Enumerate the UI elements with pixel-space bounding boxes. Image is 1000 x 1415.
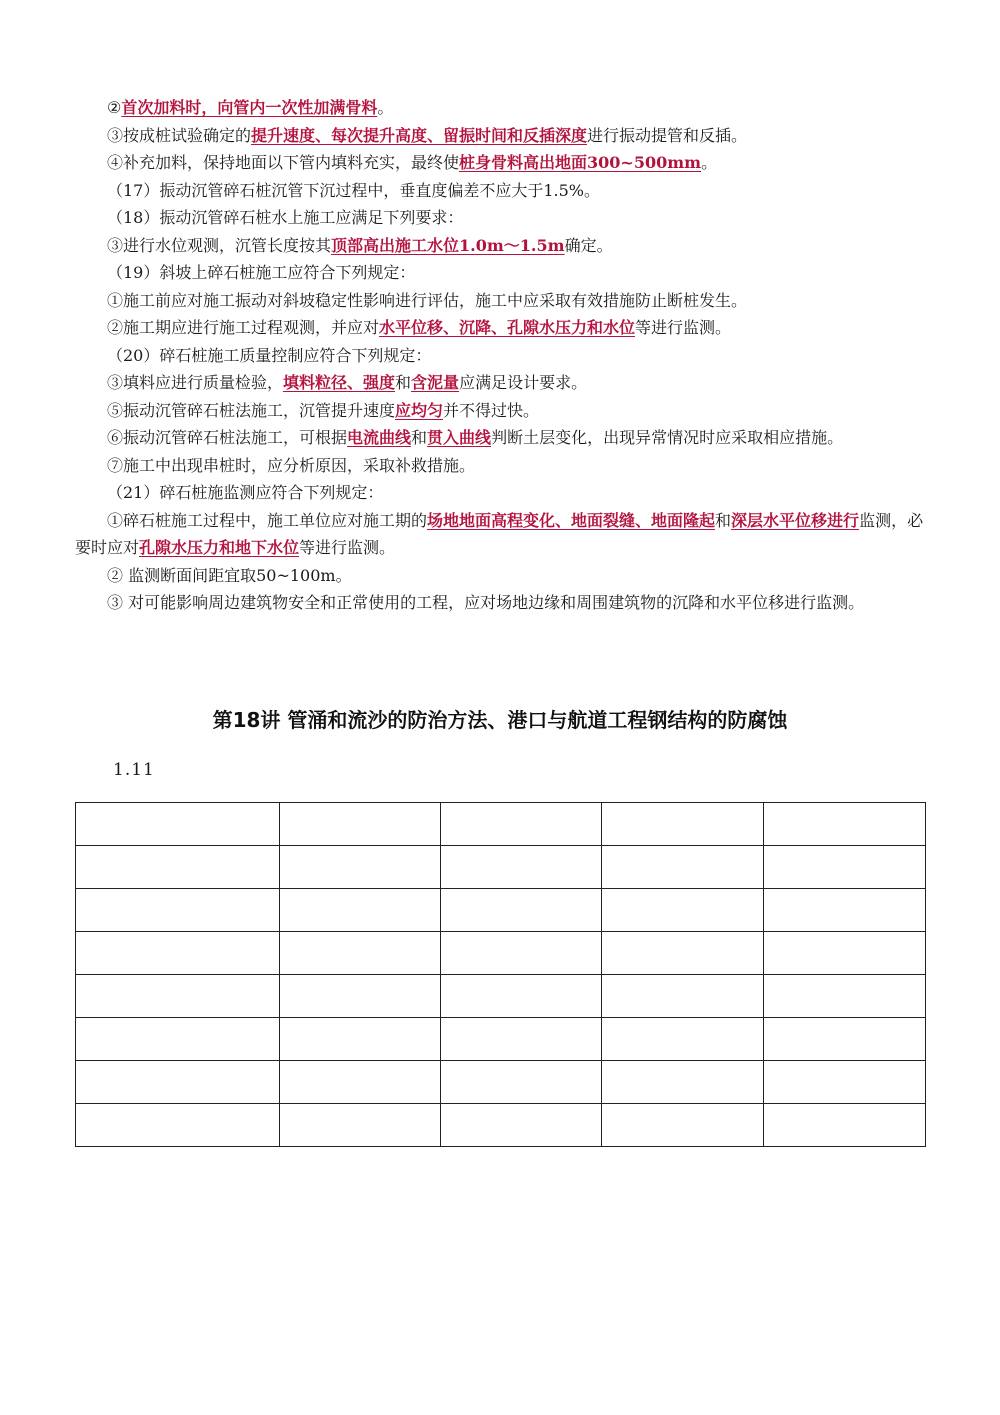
- paragraph: [75, 507, 925, 562]
- text-segment: 和: [395, 373, 412, 392]
- paragraph: [75, 479, 925, 507]
- table-cell: [76, 1104, 280, 1147]
- text-segment: ⑦施工中出现串桩时，应分析原因，采取补救措施。: [107, 455, 476, 475]
- table-cell: [602, 846, 764, 889]
- text-segment: ③ 对可能影响周边建筑物安全和正常使用的工程，应对场地边缘和周围建筑物的沉降和水平位移进行监测。: [107, 593, 865, 612]
- table-cell: [441, 975, 602, 1018]
- text-segment: 等进行监测。: [635, 318, 732, 337]
- highlighted-text: 提升速度、每次提升高度、留振时间和反插深度: [251, 125, 588, 145]
- text-segment: （21）碎石桩施监测应符合下列规定：: [107, 483, 384, 502]
- text-segment: ②施工期应进行施工过程观测，并应对: [107, 318, 380, 337]
- paragraph: [75, 424, 925, 452]
- table-cell: [76, 1018, 280, 1061]
- paragraph: [75, 94, 925, 122]
- table-row: [76, 975, 926, 1018]
- text-segment: （17）振动沉管碎石桩沉管下沉过程中，垂直度偏差不应大于1.5%。: [107, 180, 601, 200]
- table-cell: [602, 1061, 764, 1104]
- paragraph: [75, 204, 925, 232]
- table-cell: [602, 889, 764, 932]
- table-cell: [441, 1018, 602, 1061]
- text-segment: 等进行监测。: [299, 538, 396, 557]
- text-segment: ①碎石桩施工过程中，施工单位应对施工期的: [107, 510, 428, 530]
- table-cell: [280, 1061, 441, 1104]
- body-text: [75, 94, 925, 617]
- table-row: [76, 803, 926, 846]
- table-cell: [280, 1018, 441, 1061]
- text-segment: 判断土层变化，出现异常情况时应采取相应措施。: [491, 428, 844, 447]
- table-cell: [76, 975, 280, 1018]
- paragraph: [75, 562, 925, 590]
- text-segment: 和: [715, 510, 732, 530]
- highlighted-text: 贯入曲线: [427, 428, 492, 447]
- lecture-heading: 第18讲 管涌和流沙的防治方法、港口与航道工程钢结构的防腐蚀: [212, 708, 788, 732]
- table-cell: [764, 846, 926, 889]
- table-cell: [764, 975, 926, 1018]
- text-segment: 。: [377, 98, 394, 117]
- table-cell: [764, 1104, 926, 1147]
- paragraph: [75, 397, 925, 425]
- highlighted-text: 场地地面高程变化、地面裂缝、地面隆起: [427, 510, 716, 530]
- text-segment: ③按成桩试验确定的: [107, 125, 252, 145]
- highlighted-text: 深层水平位移进行: [731, 510, 860, 530]
- table-cell: [441, 889, 602, 932]
- paragraph: [75, 122, 925, 150]
- text-segment: ①施工前应对施工振动对斜坡稳定性影响进行评估，施工中应采取有效措施防止断桩发生。: [107, 290, 748, 310]
- text-segment: ④补充加料，保持地面以下管内填料充实，最终使: [107, 153, 460, 172]
- highlighted-text: 首次加料时，向管内一次性加满骨料: [121, 98, 378, 117]
- table-cell: [76, 846, 280, 889]
- table-cell: [280, 803, 441, 846]
- highlighted-text: 桩身骨料高出地面300~500mm: [459, 153, 702, 172]
- table-cell: [764, 1061, 926, 1104]
- table-cell: [764, 1018, 926, 1061]
- text-segment: ⑤振动沉管碎石桩法施工，沉管提升速度: [107, 400, 396, 420]
- table-cell: [602, 1018, 764, 1061]
- text-segment: （20）碎石桩施工质量控制应符合下列规定：: [107, 345, 432, 365]
- paragraph: [75, 287, 925, 315]
- text-segment: ⑥振动沉管碎石桩法施工，可根据: [107, 428, 348, 447]
- table-cell: [280, 1104, 441, 1147]
- table-cell: [764, 932, 926, 975]
- table-cell: [441, 1061, 602, 1104]
- table-row: [76, 1018, 926, 1061]
- text-segment: ③进行水位观测，沉管长度按其: [107, 235, 332, 255]
- table-cell: [76, 803, 280, 846]
- table-cell: [602, 975, 764, 1018]
- paragraph: [75, 369, 925, 397]
- table-cell: [280, 975, 441, 1018]
- table-cell: [441, 932, 602, 975]
- table-cell: [764, 889, 926, 932]
- paragraph: [75, 232, 925, 260]
- table-cell: [76, 932, 280, 975]
- highlighted-text: 含泥量: [411, 373, 460, 392]
- paragraph: [75, 177, 925, 205]
- table-cell: [76, 889, 280, 932]
- table-cell: [602, 1104, 764, 1147]
- table-cell: [441, 803, 602, 846]
- table-row: [76, 932, 926, 975]
- highlighted-text: 顶部高出施工水位1.0m～1.5m: [331, 235, 565, 255]
- text-segment: （19）斜坡上碎石桩施工应符合下列规定：: [107, 263, 416, 282]
- table-cell: [602, 803, 764, 846]
- text-segment: （18）振动沉管碎石桩水上施工应满足下列要求：: [107, 208, 464, 227]
- highlighted-text: 电流曲线: [347, 428, 412, 447]
- text-segment: 监测，必要时应对: [75, 510, 924, 557]
- highlighted-text: 水平位移、沉降、孔隙水压力和水位: [379, 318, 636, 337]
- table-row: [76, 846, 926, 889]
- text-segment: 。: [701, 153, 718, 172]
- highlighted-text: 应均匀: [395, 400, 444, 420]
- table-cell: [76, 1061, 280, 1104]
- table-row: [76, 1061, 926, 1104]
- table-cell: [602, 932, 764, 975]
- section-number: 1.11: [113, 760, 155, 780]
- text-segment: 进行振动提管和反插。: [587, 125, 748, 145]
- table-cell: [441, 846, 602, 889]
- table-cell: [280, 932, 441, 975]
- text-segment: 并不得过快。: [443, 400, 540, 420]
- text-segment: ② 监测断面间距宜取50~100m。: [107, 565, 352, 585]
- table-cell: [764, 803, 926, 846]
- highlighted-text: 填料粒径、强度: [283, 373, 396, 392]
- text-segment: 和: [411, 428, 428, 447]
- table-cell: [280, 846, 441, 889]
- text-segment: 确定。: [564, 235, 613, 255]
- text-segment: 应满足设计要求。: [459, 373, 588, 392]
- paragraph: [75, 259, 925, 287]
- table-row: [76, 1104, 926, 1147]
- paragraph: [75, 342, 925, 370]
- table-cell: [280, 889, 441, 932]
- empty-table: [75, 802, 926, 1147]
- paragraph: [75, 149, 925, 177]
- text-segment: ③填料应进行质量检验，: [107, 373, 284, 392]
- table-cell: [441, 1104, 602, 1147]
- text-segment: ②: [107, 98, 122, 117]
- paragraph: [75, 589, 925, 617]
- highlighted-text: 孔隙水压力和地下水位: [139, 538, 300, 557]
- paragraph: [75, 314, 925, 342]
- paragraph: [75, 452, 925, 480]
- table-row: [76, 889, 926, 932]
